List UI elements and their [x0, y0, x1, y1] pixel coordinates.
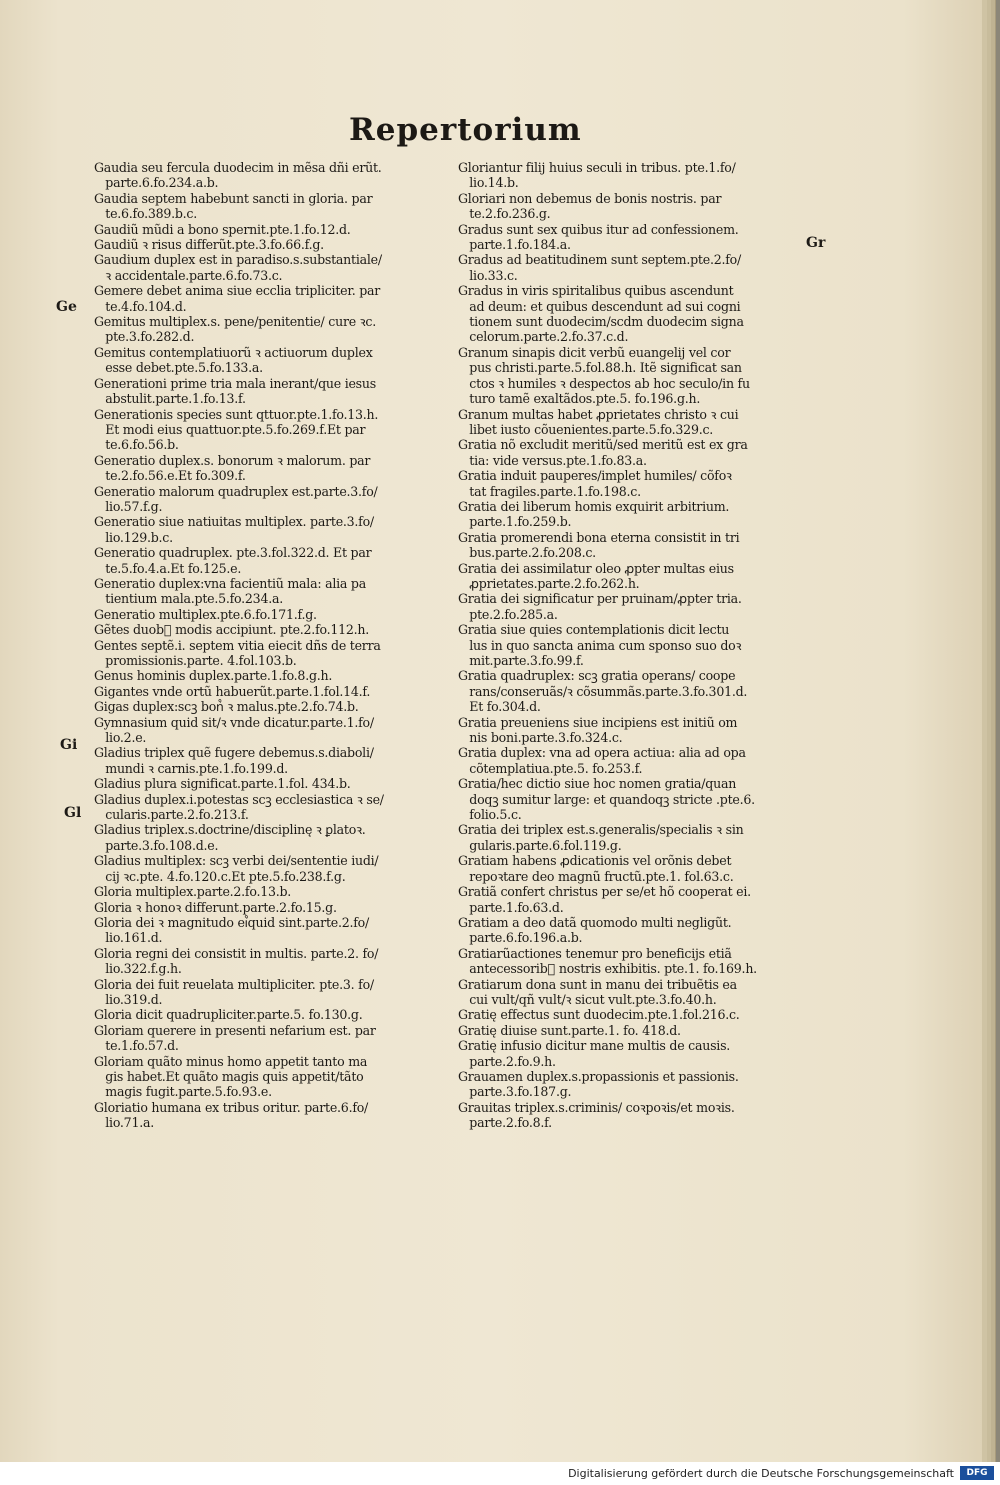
index-line: Gratia quadruplex: scꝫ gratia operans/ coope — [458, 668, 736, 684]
index-line: Gratia dei assimilatur oleo ꝓpter multas eius — [458, 560, 734, 576]
index-line: Gradus in viris spiritalibus quibus ascendunt — [458, 283, 734, 299]
margin-letter-gr: Gr — [806, 235, 826, 251]
index-line: Gloriantur filij huius seculi in tribus. pte.1.fo/ — [458, 160, 736, 175]
index-line: te.4.fo.104.d. — [94, 298, 187, 314]
index-line: lio.322.f.g.h. — [94, 961, 182, 977]
index-line: lio.2.e. — [94, 730, 147, 746]
index-line: tionem sunt duodecim/scdm duodecim signa — [458, 314, 744, 330]
index-line: parte.1.fo.63.d. — [458, 899, 564, 915]
index-line: Gratia promerendi bona eterna consistit in tri — [458, 529, 740, 545]
index-line: Generatio multiplex.pte.6.fo.171.f.g. — [94, 606, 317, 622]
index-line: Genus hominis duplex.parte.1.fo.8.g.h. — [94, 668, 333, 684]
index-line: Gratiam habens ꝓdicationis vel orõnis debet — [458, 853, 732, 869]
index-line: mit.parte.3.fo.99.f. — [458, 653, 584, 668]
index-line: cularis.parte.2.fo.213.f. — [94, 807, 249, 823]
index-line: libet iusto cõuenientes.parte.5.fo.329.c. — [458, 421, 714, 437]
index-line: gularis.parte.6.fol.119.g. — [458, 837, 622, 853]
index-line: Generatio quadruplex. pte.3.fol.322.d. Et par — [94, 545, 372, 561]
index-line: Gratia induit pauperes/implet humiles/ cõfoꝛ — [458, 468, 732, 484]
margin-letter-gi: Gi — [60, 737, 78, 753]
index-line: Gradus ad beatitudinem sunt septem.pte.2.fo/ — [458, 252, 741, 268]
index-line: Gladius triplex.s.doctrine/disciplinę ꝛ ꝑlatoꝛ. — [94, 822, 366, 838]
index-line: magis fugit.parte.5.fo.93.e. — [94, 1084, 272, 1100]
index-line: promissionis.parte. 4.fol.103.b. — [94, 653, 297, 668]
index-line: tientium mala.pte.5.fo.234.a. — [94, 591, 283, 607]
index-line: abstulit.parte.1.fo.13.f. — [94, 391, 246, 407]
index-line: nis boni.parte.3.fo.324.c. — [458, 730, 623, 746]
index-line: Gratiarũactiones tenemur pro beneficijs etiã — [458, 945, 732, 961]
index-line: Gratia dei significatur per pruinam/ꝓpter tria. — [458, 591, 742, 607]
index-line: Granum sinapis dicit verbũ euangelij vel cor — [458, 344, 731, 360]
index-line: esse debet.pte.5.fo.133.a. — [94, 360, 263, 376]
index-line: cui vult/qñ vult/ꝛ sicut vult.pte.3.fo.40.h. — [458, 991, 717, 1007]
index-line: Gloria regni dei consistit in multis. parte.2. fo/ — [94, 945, 379, 961]
index-line: lio.319.d. — [94, 991, 163, 1007]
index-line: cõtemplatiua.pte.5. fo.253.f. — [458, 760, 643, 776]
footer-credit: Digitalisierung gefördert durch die Deutsche Forschungsgemeinschaft — [568, 1467, 954, 1480]
index-line: Gigas duplex:scꝫ bon᷒ ꝛ malus.pte.2.fo.74.b. — [94, 699, 359, 715]
index-line: doqꝫ sumitur large: et quandoqꝫ stricte .pte.6. — [458, 791, 755, 807]
index-line: ctos ꝛ humiles ꝛ despectos ab hoc seculo/in fu — [458, 375, 750, 391]
index-line: Gloriatio humana ex tribus oritur. parte.6.fo/ — [94, 1099, 369, 1115]
index-line: Gymnasium quid sit/ꝛ vnde dicatur.parte.1.fo/ — [94, 714, 374, 730]
index-line: Gradus sunt sex quibus itur ad confessionem. — [458, 221, 739, 237]
index-line: Grauitas triplex.s.criminis/ coꝛpoꝛis/et moꝛis. — [458, 1099, 735, 1115]
index-line: Generatio siue natiuitas multiplex. parte.3.fo/ — [94, 514, 374, 530]
margin-letter-ge: Ge — [56, 299, 77, 315]
index-line: Generationi prime tria mala inerant/que iesus — [94, 375, 376, 391]
index-line: Gemere debet anima siue ecclia tripliciter. par — [94, 283, 381, 299]
index-line: te.5.fo.4.a.Et fo.125.e. — [94, 560, 242, 576]
index-line: Gloria ꝛ honoꝛ differunt.parte.2.fo.15.g. — [94, 899, 337, 915]
index-line: parte.6.fo.234.a.b. — [94, 175, 219, 191]
index-line: te.1.fo.57.d. — [94, 1038, 179, 1054]
index-line: Granum multas habet ꝓprietates christo ꝛ cui — [458, 406, 739, 422]
index-line: ꝓprietates.parte.2.fo.262.h. — [458, 575, 640, 591]
index-line: parte.6.fo.196.a.b. — [458, 930, 583, 946]
margin-letter-gl: Gl — [64, 805, 82, 821]
index-line: parte.2.fo.8.f. — [458, 1115, 552, 1131]
index-line: Gẽtes duob᷒ modis accipiunt. pte.2.fo.112.h. — [94, 622, 369, 638]
index-line: Gratia dei liberum homis exquirit arbitrium. — [458, 498, 730, 514]
index-line: lus in quo sancta anima cum sponso suo doꝛ — [458, 637, 742, 653]
right-column — [458, 160, 798, 1131]
index-line: Gloriam quãto minus homo appetit tanto ma — [94, 1053, 368, 1069]
index-line: Gloria dei fuit reuelata multipliciter. pte.3. fo/ — [94, 976, 374, 992]
index-line: parte.3.fo.187.g. — [458, 1084, 572, 1100]
index-line: Gladius multiplex: scꝫ verbi dei/sententie iudi/ — [94, 853, 379, 869]
index-line: pus christi.parte.5.fol.88.h. Itẽ significat san — [458, 360, 742, 376]
index-line: Gaudiũ mũdi a bono spernit.pte.1.fo.12.d. — [94, 221, 351, 237]
index-line: Gaudia septem habebunt sancti in gloria. par — [94, 190, 373, 206]
index-line: pte.3.fo.282.d. — [94, 329, 195, 345]
index-line: lio.33.c. — [458, 267, 518, 283]
index-line: Gratię infusio dicitur mane multis de causis. — [458, 1038, 731, 1054]
index-line: lio.129.b.c. — [94, 529, 173, 545]
left-column — [94, 160, 434, 1131]
index-line: ꝛ accidentale.parte.6.fo.73.c. — [94, 267, 283, 283]
index-line: Gratiarum dona sunt in manu dei tribuẽtis ea — [458, 976, 737, 992]
index-line: tia: vide versus.pte.1.fo.83.a. — [458, 452, 647, 468]
index-line: te.2.fo.56.e.Et fo.309.f. — [94, 468, 246, 484]
index-line: rans/conseruãs/ꝛ cõsummãs.parte.3.fo.301.d. — [458, 683, 748, 699]
index-line: ad deum: et quibus descendunt ad sui cogni — [458, 298, 741, 314]
index-line: Gratiam a deo datã quomodo multi negligũt. — [458, 914, 732, 930]
index-line: tat fragiles.parte.1.fo.198.c. — [458, 483, 641, 499]
index-line: parte.3.fo.108.d.e. — [94, 837, 219, 853]
index-line: Gratia/hec dictio siue hoc nomen gratia/quan — [458, 776, 737, 792]
index-line: Gratia duplex: vna ad opera actiua: alia ad opa — [458, 745, 746, 761]
index-line: Gaudia seu fercula duodecim in mẽsa dñi erũt. — [94, 160, 382, 175]
index-line: Gigantes vnde ortũ habuerũt.parte.1.fol.14.f. — [94, 683, 371, 699]
index-line: parte.1.fo.184.a. — [458, 237, 571, 253]
index-line: te.6.fo.389.b.c. — [94, 206, 197, 222]
index-line: Gratia dei triplex est.s.generalis/specialis ꝛ sin — [458, 822, 744, 838]
index-line: Gaudiũ ꝛ risus differũt.pte.3.fo.66.f.g. — [94, 237, 324, 253]
index-line: cij ꝛc.pte. 4.fo.120.c.Et pte.5.fo.238.f.g. — [94, 868, 346, 884]
index-line: celorum.parte.2.fo.37.c.d. — [458, 329, 629, 345]
index-line: Grauamen duplex.s.propassionis et passionis. — [458, 1068, 739, 1084]
index-line: Gladius triplex quẽ fugere debemus.s.diaboli/ — [94, 745, 374, 761]
index-line: Generatio duplex:vna facientiũ mala: alia pa — [94, 575, 366, 591]
index-line: Gaudium duplex est in paradiso.s.substantiale/ — [94, 252, 382, 268]
index-line: te.2.fo.236.g. — [458, 206, 551, 222]
index-line: Et modi eius quattuor.pte.5.fo.269.f.Et par — [94, 421, 366, 437]
index-line: Gratia siue quies contemplationis dicit lectu — [458, 622, 730, 638]
index-line: lio.71.a. — [94, 1115, 154, 1131]
index-line: Generatio malorum quadruplex est.parte.3.fo/ — [94, 483, 378, 499]
index-line: lio.161.d. — [94, 930, 163, 946]
index-line: Gratia preueniens siue incipiens est initiũ om — [458, 714, 738, 730]
index-line: lio.57.f.g. — [94, 498, 163, 514]
index-line: Gratia nõ excludit meritũ/sed meritũ est ex gra — [458, 437, 748, 453]
index-line: Gemitus multiplex.s. pene/penitentie/ cure ꝛc. — [94, 314, 376, 330]
index-line: Generationis species sunt qttuor.pte.1.fo.13.h. — [94, 406, 379, 422]
index-line: Gloria multiplex.parte.2.fo.13.b. — [94, 884, 292, 900]
index-line: Gloriari non debemus de bonis nostris. par — [458, 190, 722, 206]
index-line: Gemitus contemplatiuorũ ꝛ actiuorum duplex — [94, 344, 373, 360]
index-line: Gratię effectus sunt duodecim.pte.1.fol.216.c. — [458, 1007, 740, 1023]
index-line: Gratię diuise sunt.parte.1. fo. 418.d. — [458, 1022, 681, 1038]
index-line: Generatio duplex.s. bonorum ꝛ malorum. par — [94, 452, 371, 468]
dfg-logo: DFG — [960, 1466, 994, 1480]
index-line: Gladius plura significat.parte.1.fol. 434.b. — [94, 776, 351, 792]
index-line: Gloriam querere in presenti nefarium est. par — [94, 1022, 376, 1038]
index-line: Gloria dei ꝛ magnitudo ei᷒quid sint.parte.2.fo/ — [94, 914, 369, 930]
index-line: Et fo.304.d. — [458, 699, 541, 715]
index-line: pte.2.fo.285.a. — [458, 606, 558, 622]
index-line: repoꝛtare deo magnũ fructũ.pte.1. fol.63.c. — [458, 868, 734, 884]
index-line: parte.1.fo.259.b. — [458, 514, 572, 530]
index-line: Gratiã confert christus per se/et hõ cooperat ei. — [458, 884, 751, 900]
running-header: Repertorium — [349, 112, 582, 148]
index-line: gis habet.Et quãto magis quis appetit/tãto — [94, 1068, 364, 1084]
index-line: antecessorib᷒ nostris exhibitis. pte.1. fo.169.h. — [458, 961, 757, 977]
index-line: te.6.fo.56.b. — [94, 437, 179, 453]
index-line: Gloria dicit quadrupliciter.parte.5. fo.130.g. — [94, 1007, 363, 1023]
index-line: lio.14.b. — [458, 175, 519, 191]
index-line: mundi ꝛ carnis.pte.1.fo.199.d. — [94, 760, 288, 776]
index-line: turo tamẽ exaltãdos.pte.5. fo.196.g.h. — [458, 391, 701, 407]
index-line: folio.5.c. — [458, 807, 522, 823]
index-line: Gentes septẽ.i. septem vitia eiecit dñs de terra — [94, 637, 381, 653]
index-line: Gladius duplex.i.potestas scꝫ ecclesiastica ꝛ se/ — [94, 791, 384, 807]
page-edge — [991, 0, 996, 1462]
index-line: parte.2.fo.9.h. — [458, 1053, 556, 1069]
index-line: bus.parte.2.fo.208.c. — [458, 545, 596, 561]
